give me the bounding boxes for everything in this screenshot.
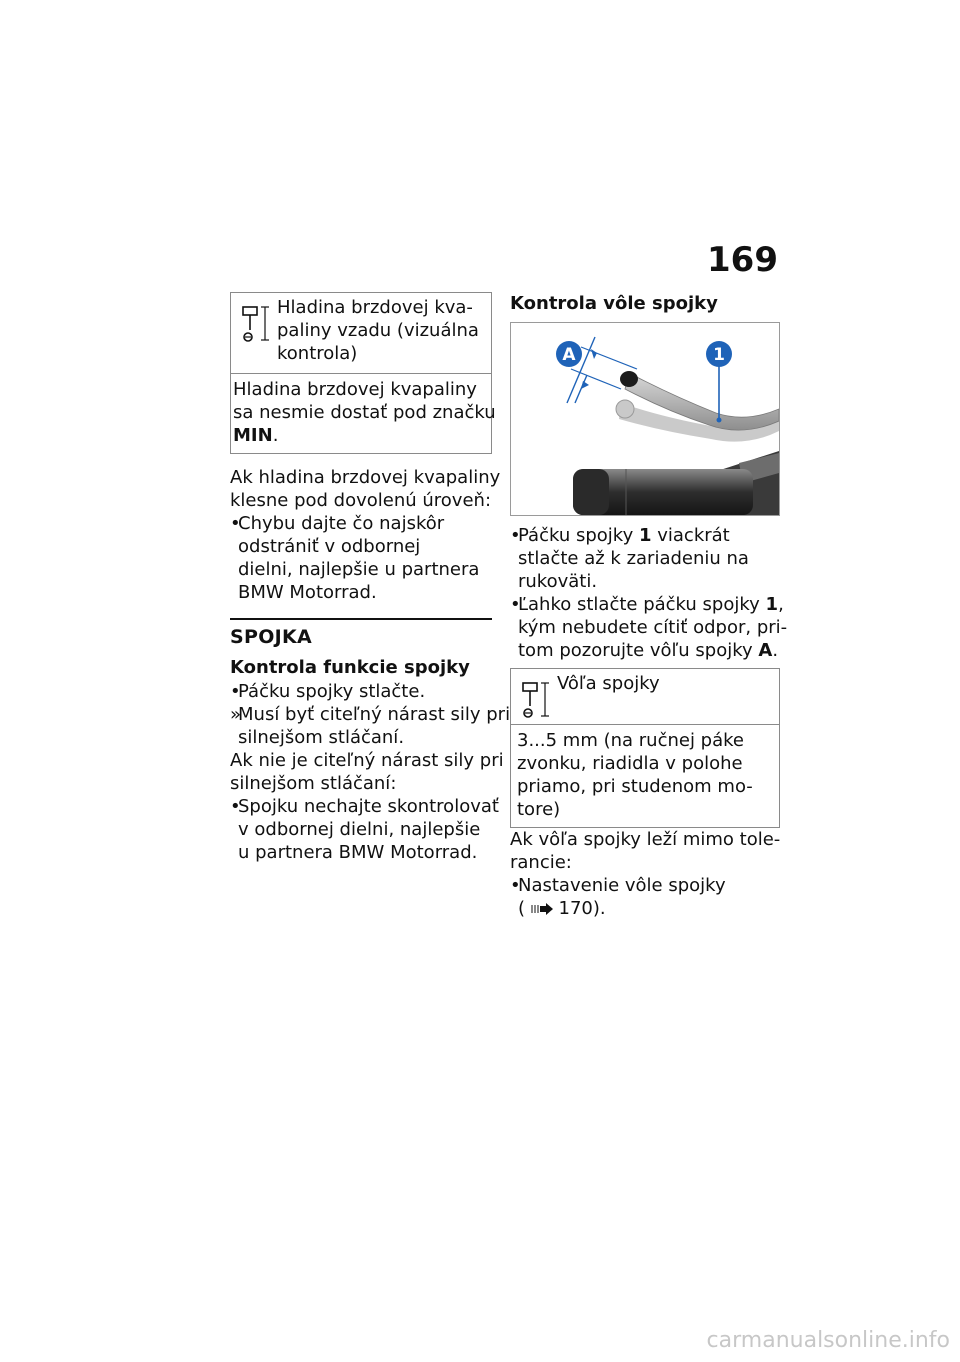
spec-body-line: zvonku, riadidla v polohe [517, 753, 743, 774]
bullet-mark: • [510, 525, 521, 546]
callout-1-label: 1 [713, 345, 725, 365]
spec-box-header [511, 669, 779, 725]
lever-ref-1: 1 [638, 525, 652, 546]
clutch-play-spec-box [510, 668, 780, 828]
bullet-line: u partnera BMW Motorrad. [238, 842, 478, 863]
spec-body-line: priamo, pri studenom mo- [517, 776, 753, 797]
sentence-end: . [272, 425, 279, 446]
bullet-line: Spojku nechajte skontrolovať [238, 796, 499, 817]
bullet-text: , [778, 594, 784, 615]
spec-title-line: Hladina brzdovej kva- [277, 297, 473, 318]
spec-body-line: sa nesmie dostať pod značku [233, 402, 496, 423]
spec-body-line: 3...5 mm (na ručnej páke [517, 730, 744, 751]
list-item [510, 524, 780, 593]
list-item [230, 512, 492, 604]
bullet-text: viackrát [657, 525, 730, 546]
list-item [230, 680, 492, 703]
brake-fluid-spec-box [230, 292, 496, 454]
bullet-text: tom pozorujte vôľu spojky [518, 640, 753, 661]
spec-box-body [511, 725, 779, 827]
result-line: Musí byť citeľný nárast sily pri [238, 704, 511, 725]
bullet-line: dielni, najlepšie u partnera [238, 559, 480, 580]
result-line: silnejšom stláčaní. [238, 727, 405, 748]
bullet-mark: • [230, 513, 241, 534]
section-title: SPOJKA [230, 626, 313, 648]
bullet-line: Chybu dajte čo najskôr [238, 513, 445, 534]
page-reference[interactable]: 170). [558, 898, 606, 919]
bullet-text: Ľahko stlačte páčku spojky [518, 594, 760, 615]
paragraph-line: rancie: [510, 852, 572, 873]
spec-body-line: tore) [517, 799, 561, 820]
ref-open-paren: ( [518, 898, 526, 919]
spec-title-line: kontrola) [277, 343, 358, 364]
bullet-mark: • [230, 796, 241, 817]
bullet-line: odstrániť v odbornej [238, 536, 421, 557]
low-level-paragraph [230, 466, 501, 512]
paragraph-line: silnejšom stláčaní: [230, 773, 397, 794]
bullet-mark: • [510, 594, 521, 615]
bullet-mark: • [230, 681, 241, 702]
bullet-line: stlačte až k zariadeniu na [518, 548, 749, 569]
paragraph-line: klesne pod dovolenú úroveň: [230, 490, 492, 511]
clutch-lever-illustration [511, 323, 779, 515]
result-item [230, 703, 511, 749]
spec-body-line: Hladina brzdovej kvapaliny [233, 379, 477, 400]
gauge-icon [239, 304, 269, 344]
min-mark-label: MIN [233, 425, 273, 446]
left-column [230, 292, 511, 864]
bullet-mark: • [510, 875, 521, 896]
list-item [510, 593, 788, 662]
spec-title-line: paliny vzadu (vizuálna [277, 320, 479, 341]
list-item [230, 795, 499, 864]
bullet-text: Páčku spojky [518, 525, 634, 546]
watermark: carmanualsonline.info [706, 1328, 950, 1353]
spec-box-header [231, 293, 491, 374]
no-increase-paragraph [230, 749, 504, 795]
bullet-line: kým nebudete cítiť odpor, pri- [518, 617, 788, 638]
result-mark: » [230, 704, 242, 725]
bullet-text: . [772, 640, 779, 661]
out-of-tolerance-paragraph [510, 828, 780, 874]
paragraph-line: Ak vôľa spojky leží mimo tole- [510, 829, 781, 850]
section-divider [230, 618, 492, 620]
list-item [510, 874, 780, 920]
paragraph-line: Ak nie je citeľný nárast sily pri [230, 750, 504, 771]
play-ref-a: A [758, 640, 773, 661]
callout-a-label: A [562, 345, 576, 365]
page-reference-arrow-icon [531, 902, 553, 916]
paragraph-line: Ak hladina brzdovej kvapaliny [230, 467, 501, 488]
bullet-line: Nastavenie vôle spojky [518, 875, 726, 896]
bullet-line: Páčku spojky stlačte. [238, 681, 426, 702]
bullet-line: v odbornej dielni, najlepšie [238, 819, 481, 840]
subsection-title: Kontrola funkcie spojky [230, 657, 470, 678]
subsection-title: Kontrola vôle spojky [510, 293, 718, 314]
bullet-line: BMW Motorrad. [238, 582, 377, 603]
bullet-line: rukoväti. [518, 571, 598, 592]
lever-ref-1: 1 [765, 594, 779, 615]
page-number: 169 [707, 240, 778, 280]
spec-box-body [231, 374, 496, 453]
gauge-icon [519, 680, 549, 720]
clutch-lever-figure [510, 322, 780, 516]
right-column [510, 292, 788, 920]
spec-title-line: Vôľa spojky [557, 673, 660, 694]
